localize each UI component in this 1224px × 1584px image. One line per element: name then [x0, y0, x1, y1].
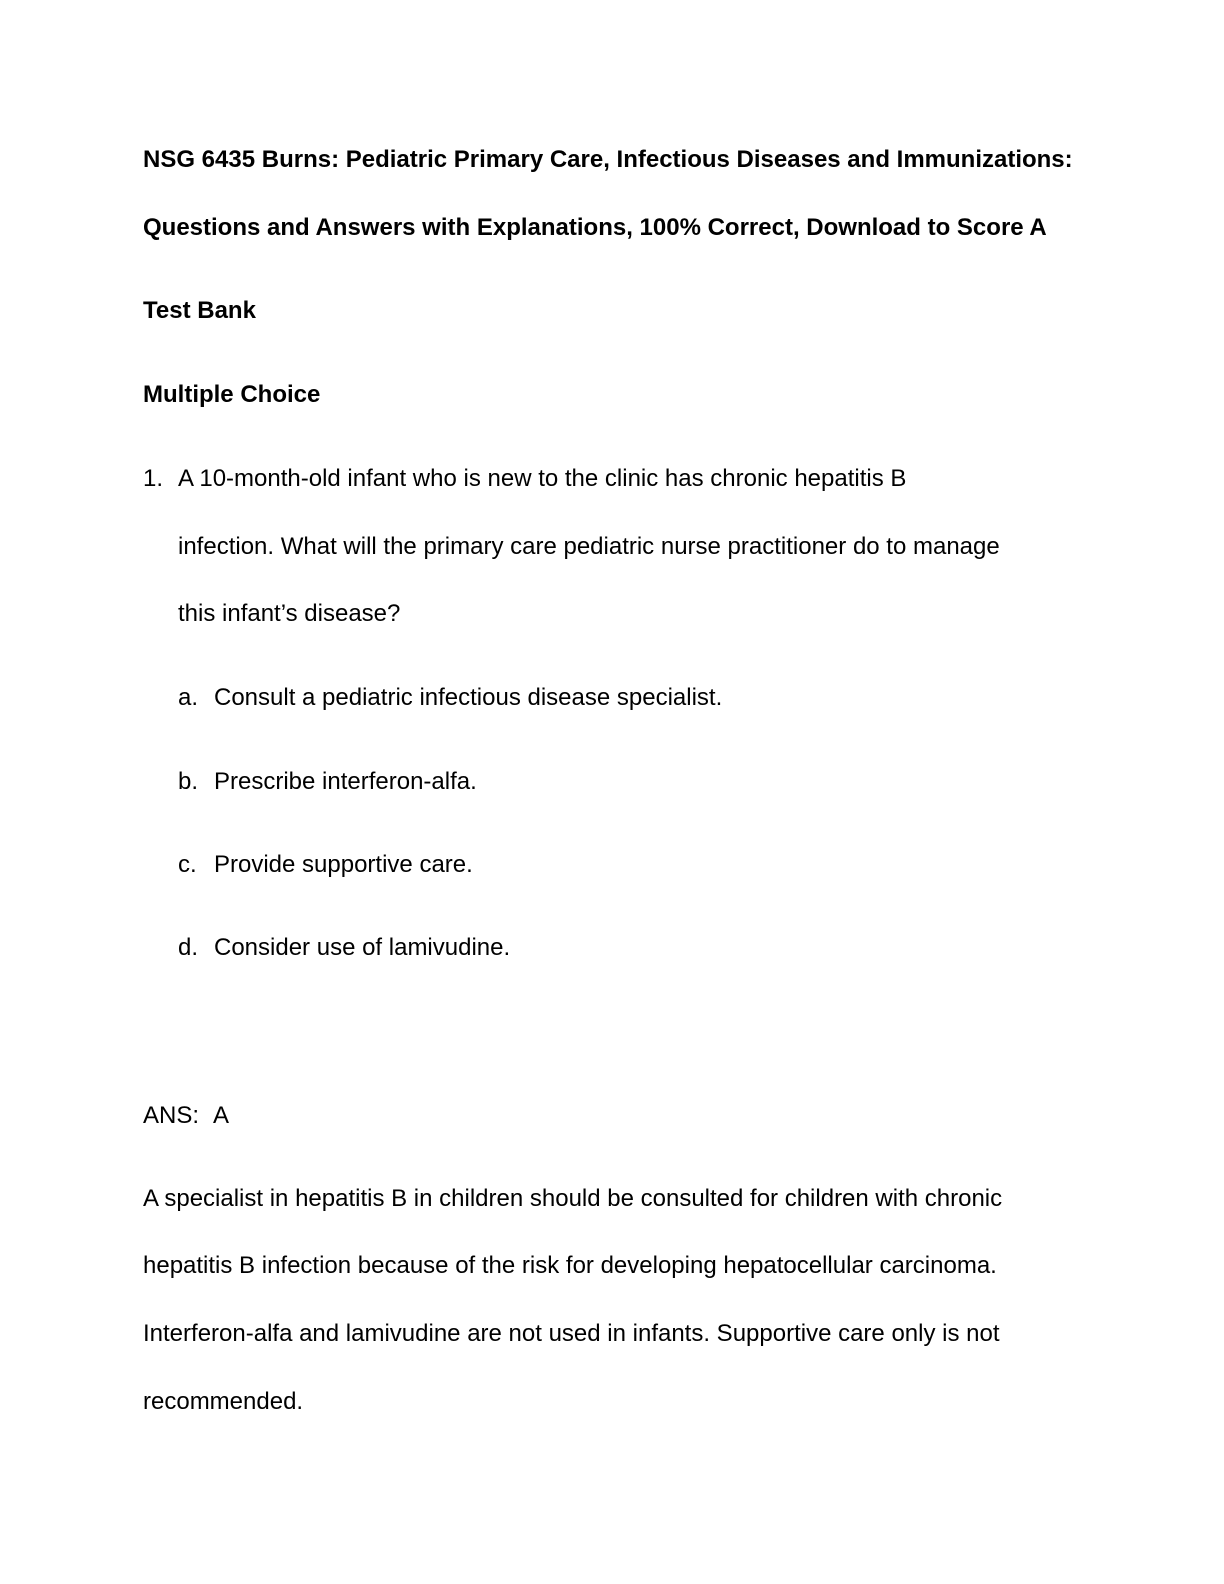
title-line-2: Questions and Answers with Explanations, 100% Correct, Download to Score A — [143, 214, 1047, 241]
option-text: Provide supportive care. — [214, 851, 473, 878]
option-letter: a. — [178, 684, 199, 711]
section-heading: Test Bank — [143, 297, 256, 324]
answer-label: ANS: — [143, 1102, 200, 1129]
title-line-1: NSG 6435 Burns: Pediatric Primary Care, Infectious Diseases and Immunizations: — [143, 146, 1073, 173]
rationale-line-1: A specialist in hepatitis B in children should be consulted for children with chronic — [143, 1185, 1003, 1212]
subsection-heading: Multiple Choice — [143, 381, 321, 408]
option-text: Consult a pediatric infectious disease specialist. — [214, 684, 723, 711]
option-text: Prescribe interferon-alfa. — [214, 768, 477, 795]
question-text-line-1: A 10-month-old infant who is new to the clinic has chronic hepatitis B — [178, 465, 907, 492]
option-text: Consider use of lamivudine. — [214, 934, 511, 961]
question-number: 1. — [143, 465, 164, 492]
option-letter: c. — [178, 851, 197, 878]
rationale-line-3: Interferon-alfa and lamivudine are not used in infants. Supportive care only is not — [143, 1320, 1000, 1347]
option-letter: b. — [178, 768, 199, 795]
question-text-line-2: infection. What will the primary care pediatric nurse practitioner do to manage — [178, 533, 1000, 560]
answer-value: A — [213, 1102, 230, 1129]
question-text-line-3: this infant’s disease? — [178, 600, 401, 627]
option-letter: d. — [178, 934, 199, 961]
rationale-line-2: hepatitis B infection because of the risk for developing hepatocellular carcinoma. — [143, 1252, 997, 1279]
rationale-line-4: recommended. — [143, 1388, 304, 1415]
